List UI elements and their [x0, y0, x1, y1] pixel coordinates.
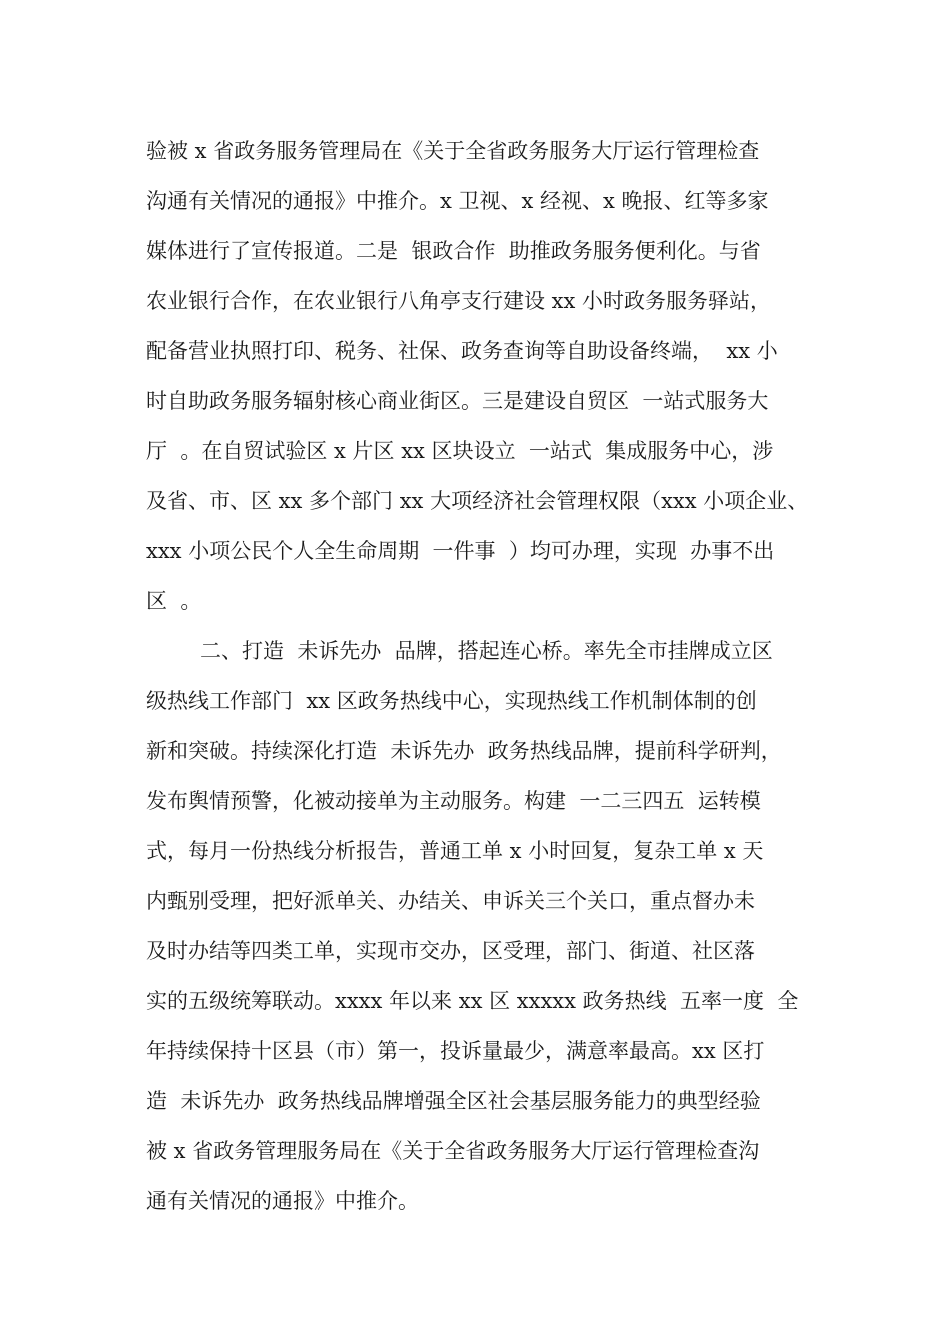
text-line: 发布舆情预警，化被动接单为主动服务。构建 一二三四五 运转模	[146, 789, 761, 813]
text-line: 新和突破。持续深化打造 未诉先办 政务热线品牌，提前科学研判，	[146, 739, 782, 763]
text-line: 式，每月一份热线分析报告，普通工单 x 小时回复，复杂工单 x 天	[146, 839, 764, 863]
text-line: 农业银行合作，在农业银行八角亭支行建设 xx 小时政务服务驿站，	[146, 289, 772, 313]
text-line: 沟通有关情况的通报》中推介。x 卫视、x 经视、x 晚报、红等多家	[146, 189, 769, 213]
text-line: 被 x 省政务管理服务局在《关于全省政务服务大厅运行管理检查沟	[146, 1139, 760, 1163]
text-line: 实的五级统筹联动。xxxx 年以来 xx 区 xxxxx 政务热线 五率一度 全	[146, 989, 799, 1013]
text-line: 验被 x 省政务服务管理局在《关于全省政务服务大厅运行管理检查	[146, 139, 760, 163]
text-line: 厅 。在自贸试验区 x 片区 xx 区块设立 一站式 集成服务中心，涉	[146, 439, 774, 463]
text-line: 内甄别受理，把好派单关、办结关、申诉关三个关口，重点督办未	[146, 889, 755, 913]
text-line: 时自助政务服务辐射核心商业街区。三是建设自贸区 一站式服务大	[146, 389, 769, 413]
text-line: 及省、市、区 xx 多个部门 xx 大项经济社会管理权限（xxx 小项企业、	[146, 489, 809, 513]
text-line: 区 。	[146, 589, 202, 613]
text-line: 配备营业执照打印、税务、社保、政务查询等自助设备终端， xx 小	[146, 339, 778, 363]
text-line: 通有关情况的通报》中推介。	[146, 1189, 419, 1213]
text-line: 及时办结等四类工单，实现市交办，区受理，部门、街道、社区落	[146, 939, 755, 963]
text-line: 媒体进行了宣传报道。二是 银政合作 助推政务服务便利化。与省	[146, 239, 761, 263]
text-line: xxx 小项公民个人全生命周期 一件事 ）均可办理，实现 办事不出	[146, 539, 775, 563]
text-line: 造 未诉先办 政务热线品牌增强全区社会基层服务能力的典型经验	[146, 1089, 761, 1113]
text-line: 级热线工作部门 xx 区政务热线中心，实现热线工作机制体制的创	[146, 689, 757, 713]
paragraph-first-line: 二、打造 未诉先办 品牌，搭起连心桥。率先全市挂牌成立区	[200, 639, 773, 663]
text-line: 年持续保持十区县（市）第一，投诉量最少，满意率最高。xx 区打	[146, 1039, 765, 1063]
